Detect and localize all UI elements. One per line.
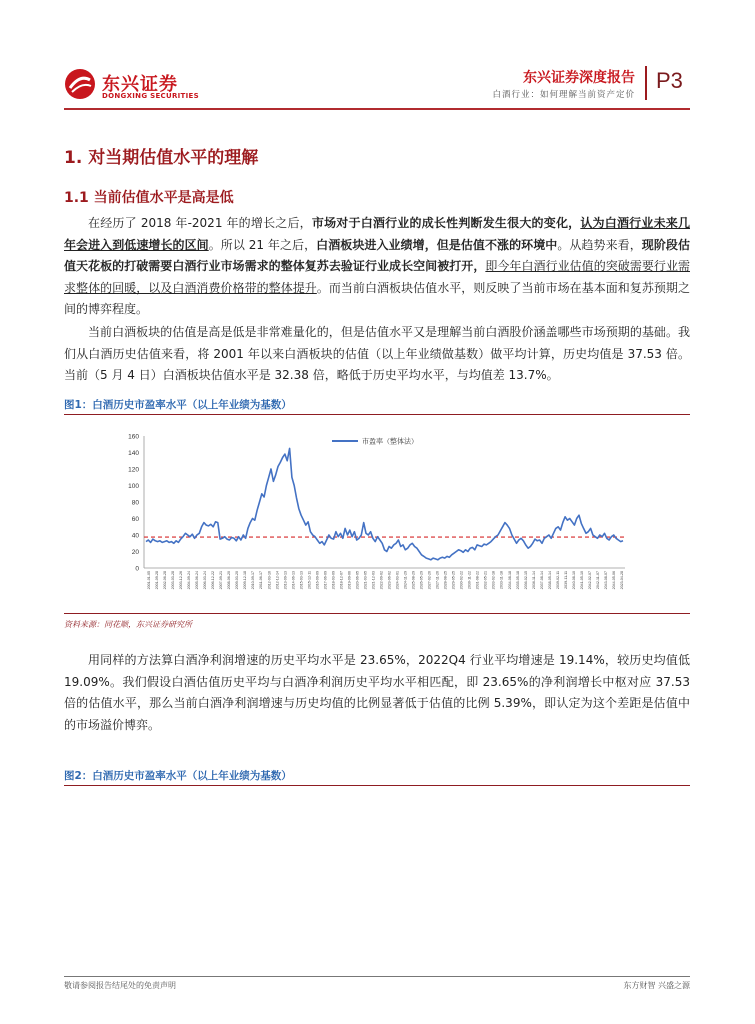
x-tick-label: 2034-08-18 xyxy=(507,571,512,590)
p1-s8: 即今年白酒行业估值的突破需要行业需求整体的回暖，以及白酒消费价格带的整体提升 xyxy=(64,259,690,295)
x-tick-label: 2004-09-24 xyxy=(187,571,192,590)
x-tick-label: 2007-09-21 xyxy=(219,571,224,590)
p1-s2: 市场对于白酒行业的成长性判断发生很大的变化， xyxy=(311,216,581,230)
footer-slogan: 东方财智 兴盛之源 xyxy=(623,981,690,990)
x-tick-label: 2017-06-09 xyxy=(323,571,328,590)
x-tick-label: 2021-12-03 xyxy=(371,571,376,590)
x-tick-label: 2035-05-18 xyxy=(515,571,520,590)
paragraph-3: 用同样的方法算白酒净利润增速的历史平均水平是 23.65%，2022Q4 行业平均增速是 19.14%，较历史均值低 19.09%。我们假设白酒估值历史平均与白酒净利润历史平均水平相匹配，即 23.65%的净利润增长中枢对应 37.53 倍的估值水平，那么当前白酒净利润增速与历史均值的比例显著低于估值的比例 5.39%，即认定为这个差距是估值中的市场溢价博弈。 xyxy=(64,653,690,732)
figure-1-bottom-rule xyxy=(64,613,690,614)
x-tick-label: 2012-03-16 xyxy=(267,571,272,590)
x-tick-label: 2040-08-10 xyxy=(571,571,576,590)
x-tick-label: 2008-06-20 xyxy=(227,571,232,590)
report-type: 东兴证券深度报告 xyxy=(523,70,635,86)
x-tick-label: 2027-02-26 xyxy=(427,571,432,590)
x-tick-label: 2009-12-18 xyxy=(243,571,248,590)
pe-history-chart xyxy=(110,428,630,613)
figure-2-top-rule xyxy=(64,785,690,786)
p1-s6: 。从趋势来看， xyxy=(557,237,642,252)
footer-rule xyxy=(64,976,690,977)
x-tick-label: 2030-11-22 xyxy=(467,571,472,590)
logo-mark-icon xyxy=(64,68,96,100)
x-tick-label: 2013-09-13 xyxy=(283,571,288,590)
x-tick-label: 2030-02-22 xyxy=(459,571,464,590)
x-tick-label: 2016-09-09 xyxy=(315,571,320,590)
x-tick-label: 2037-08-14 xyxy=(539,571,544,590)
y-tick-label: 60 xyxy=(131,516,139,523)
header-divider xyxy=(645,66,647,100)
p1-s5: 白酒板块进入业绩增，但是估值不涨的环境中 xyxy=(316,237,558,252)
y-tick-label: 40 xyxy=(131,532,139,540)
x-axis-ticks xyxy=(147,571,624,589)
x-tick-label: 2003-03-28 xyxy=(171,571,176,590)
y-tick-label: 0 xyxy=(135,565,139,573)
x-tick-label: 2014-06-13 xyxy=(291,571,296,590)
x-tick-label: 2018-12-07 xyxy=(339,571,344,590)
paragraph-2: 当前白酒板块的估值是高是低是非常难量化的，但是估值水平又是理解当前白酒股价涵盖哪些市场预期的基础。我们从白酒历史估值来看，将 2001 年以来白酒板块的估值（以上年业绩做基数）做平均计算，历史均值是 37.53 倍。当前（5 月 4 日）白酒板块估值水平是 32.38 倍，略低于历史平均水平，与均值差 13.7%。 xyxy=(64,325,690,382)
x-tick-label: 2033-11-18 xyxy=(499,571,504,590)
x-tick-label: 2028-08-25 xyxy=(443,571,448,590)
x-tick-label: 2006-03-24 xyxy=(203,571,208,590)
y-tick-label: 140 xyxy=(128,450,139,457)
x-tick-label: 2024-11-29 xyxy=(403,571,408,590)
x-tick-label: 2011-06-17 xyxy=(259,571,264,590)
company-logo xyxy=(64,68,214,102)
x-tick-label: 2006-12-22 xyxy=(211,571,216,590)
x-tick-label: 2042-11-07 xyxy=(595,571,600,590)
x-tick-label: 2019-09-06 xyxy=(347,571,352,590)
x-tick-label: 2031-08-22 xyxy=(475,571,480,590)
subsection-heading: 1.1 当前估值水平是高是低 xyxy=(64,190,234,206)
x-tick-label: 2018-03-09 xyxy=(331,571,336,590)
logo-en-text: DONGXING SECURITIES xyxy=(102,92,199,100)
x-tick-label: 2036-02-15 xyxy=(523,571,528,590)
x-tick-label: 2012-12-14 xyxy=(275,571,280,590)
x-tick-label: 2021-03-05 xyxy=(363,571,368,590)
report-subtitle: 白酒行业：如何理解当前资产定价 xyxy=(492,90,635,100)
figure-1-top-rule xyxy=(64,414,690,415)
x-tick-label: 2032-05-21 xyxy=(483,571,488,590)
x-tick-label: 2026-05-29 xyxy=(419,571,424,590)
page-number: P3 xyxy=(656,68,683,93)
x-tick-label: 2001-09-28 xyxy=(155,571,160,590)
header-rule xyxy=(64,108,690,110)
x-tick-label: 2015-12-11 xyxy=(307,571,312,590)
x-tick-label: 2015-03-13 xyxy=(299,571,304,590)
x-tick-label: 2010-09-17 xyxy=(251,571,256,590)
x-tick-label: 2005-06-24 xyxy=(195,571,200,590)
x-tick-label: 2022-09-02 xyxy=(379,571,384,590)
x-tick-label: 2002-06-28 xyxy=(163,571,168,590)
logo-cn-text: 东兴证券 xyxy=(102,74,178,95)
legend-label: 市盈率（整体法） xyxy=(362,437,418,446)
y-tick-label: 160 xyxy=(128,433,139,441)
x-tick-label: 2039-02-11 xyxy=(555,571,560,590)
x-tick-label: 2025-08-29 xyxy=(411,571,416,590)
x-tick-label: 2023-06-02 xyxy=(387,571,392,590)
x-tick-label: 2029-05-25 xyxy=(451,571,456,590)
y-tick-label: 120 xyxy=(128,466,139,474)
figure-1-title: 图1：白酒历史市盈率水平（以上年业绩为基数） xyxy=(64,399,292,411)
x-tick-label: 2009-03-20 xyxy=(235,571,240,590)
p1-s3: 认为白酒行业未来几年会进入到低速增长的区间 xyxy=(64,216,690,252)
y-tick-label: 20 xyxy=(131,549,139,556)
figure-1-source: 资料来源：同花顺，东兴证券研究所 xyxy=(64,620,192,629)
x-tick-label: 2020-06-05 xyxy=(355,571,360,590)
x-tick-label: 2024-03-01 xyxy=(395,571,400,590)
x-tick-label: 2023-04-28 xyxy=(619,571,624,590)
p1-s7: 现阶段估值天花板的打破需要白酒行业市场需求的整体复苏去验证行业成长空间被打开， xyxy=(64,237,690,273)
x-tick-label: 2043-08-07 xyxy=(603,571,608,590)
chart-legend xyxy=(332,437,418,446)
x-tick-label: 2033-02-18 xyxy=(491,571,496,590)
p1-s1: 在经历了 2018 年-2021 年的增长之后， xyxy=(88,216,312,230)
footer-disclaimer: 敬请参阅报告结尾处的免责声明 xyxy=(64,981,176,990)
x-tick-label: 2042-02-07 xyxy=(587,571,592,590)
x-tick-label: 2038-05-14 xyxy=(547,571,552,590)
section-heading: 1. 对当期估值水平的理解 xyxy=(64,148,259,168)
figure-2-title: 图2：白酒历史市盈率水平（以上年业绩为基数） xyxy=(64,770,292,782)
x-tick-label: 2044-05-06 xyxy=(611,571,616,590)
paragraph-1 xyxy=(64,213,690,321)
x-tick-label: 2001-01-05 xyxy=(147,571,152,590)
x-tick-label: 2039-11-11 xyxy=(563,571,568,589)
p1-s4: 。所以 21 年之后， xyxy=(208,237,317,252)
y-tick-label: 100 xyxy=(128,483,139,490)
x-tick-label: 2036-11-14 xyxy=(531,571,536,590)
pe-series-line xyxy=(146,448,623,559)
p1-s9: 。而当前白酒板块估值水平，则反映了当前市场在基本面和复苏预期之间的博弈程度。 xyxy=(64,280,690,316)
y-tick-label: 80 xyxy=(131,499,139,507)
x-tick-label: 2027-11-26 xyxy=(435,571,440,590)
x-tick-label: 2003-12-26 xyxy=(179,571,184,590)
x-tick-label: 2041-05-10 xyxy=(579,571,584,590)
y-axis-ticks xyxy=(128,434,139,573)
